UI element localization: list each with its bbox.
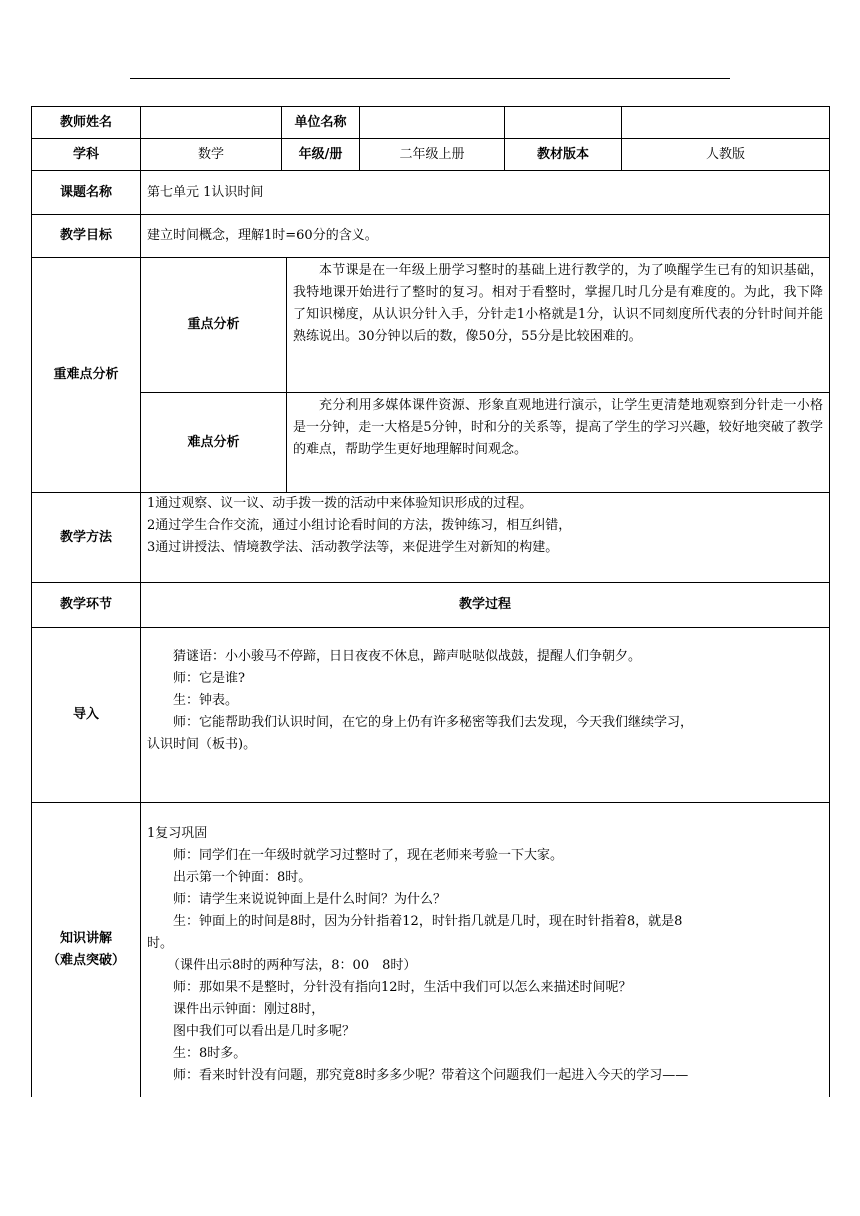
knowledge-label-line1: 知识讲解 — [59, 930, 112, 946]
empty-cell — [622, 107, 830, 139]
process-header-label: 教学过程 — [141, 583, 830, 628]
knowledge-line: 生：钟面上的时间是8时，因为分针指着12，时针指几就是几时，现在时针指着8，就是8 — [173, 914, 683, 929]
knowledge-line: 师：那如果不是整时，分针没有指向12时，生活中我们可以怎么来描述时间呢？ — [173, 980, 632, 995]
knowledge-line: 生：8时多。 — [173, 1046, 247, 1061]
grade-label: 年级/册 — [282, 139, 360, 171]
difficulty-analysis-label: 难点分析 — [141, 393, 287, 493]
subject-label: 学科 — [32, 139, 141, 171]
stage-header-label: 教学环节 — [32, 583, 141, 628]
goal-row — [32, 215, 830, 258]
knowledge-line: 师：同学们在一年级时就学习过整时了，现在老师来考验一下大家。 — [173, 848, 564, 863]
method-line: 3通过讲授法、情境教学法、活动教学法等，来促进学生对新知的构建。 — [147, 540, 559, 555]
unit-value — [360, 107, 505, 139]
knowledge-line: 课件出示钟面：刚过8时， — [173, 1002, 325, 1017]
topic-label: 课题名称 — [32, 171, 141, 215]
method-text — [141, 493, 830, 583]
difficulty-analysis-text — [287, 393, 830, 493]
unit-label: 单位名称 — [282, 107, 360, 139]
knowledge-row — [32, 803, 830, 1097]
header-rule — [130, 78, 730, 79]
key-analysis-text — [287, 258, 830, 393]
knowledge-line: （课件出示8时的两种写法，8：00 8时） — [167, 958, 417, 973]
lesson-plan-table — [31, 106, 830, 1097]
analysis-label: 重难点分析 — [32, 258, 141, 493]
method-row — [32, 493, 830, 583]
goal-value: 建立时间概念，理解1时=60分的含义。 — [141, 215, 830, 258]
edition-label: 教材版本 — [505, 139, 622, 171]
grade-value: 二年级上册 — [360, 139, 505, 171]
key-analysis-paragraph: 本节课是在一年级上册学习整时的基础上进行教学的，为了唤醒学生已有的知识基础，我特地课开始进行了整时的复习。相对于看整时，掌握几时几分是有难度的。为此，我下降了知识梯度，从认识分针入手，分针走1小格就是1分，认识不同刻度所代表的分针时间并能熟练说出。30分钟以后的数，像50分，55分是比较困难的。 — [293, 263, 824, 344]
intro-text — [141, 628, 830, 803]
knowledge-label-line2: （难点突破） — [46, 952, 125, 968]
knowledge-line: 出示第一个钟面：8时。 — [173, 870, 312, 885]
intro-row — [32, 628, 830, 803]
knowledge-line: 时。 — [147, 936, 174, 951]
topic-value: 第七单元 1认识时间 — [141, 171, 830, 215]
topic-row — [32, 171, 830, 215]
key-analysis-row — [32, 258, 830, 393]
knowledge-text — [141, 803, 830, 1097]
knowledge-line: 1复习巩固 — [147, 826, 208, 841]
intro-line: 生：钟表。 — [173, 693, 239, 708]
intro-label: 导入 — [32, 628, 141, 803]
knowledge-line: 师：看来时针没有问题，那究竟8时多多少呢？带着这个问题我们一起进入今天的学习—— — [173, 1068, 689, 1083]
teacher-value — [141, 107, 282, 139]
method-line: 2通过学生合作交流，通过小组讨论看时间的方法，拨钟练习，相互纠错， — [147, 518, 572, 533]
knowledge-line: 图中我们可以看出是几时多呢？ — [173, 1024, 356, 1039]
empty-cell — [505, 107, 622, 139]
difficulty-analysis-row — [32, 393, 830, 493]
method-label: 教学方法 — [32, 493, 141, 583]
edition-value: 人教版 — [622, 139, 830, 171]
intro-line: 师：它是谁? — [173, 671, 245, 686]
subject-row — [32, 139, 830, 171]
knowledge-label — [32, 803, 141, 1097]
knowledge-line: 师：请学生来说说钟面上是什么时间？为什么？ — [173, 892, 447, 907]
intro-line: 认识时间（板书)。 — [147, 737, 257, 752]
process-header-row — [32, 583, 830, 628]
intro-line: 猜谜语：小小骏马不停蹄，日日夜夜不休息，蹄声哒哒似战鼓，提醒人们争朝夕。 — [173, 649, 642, 664]
intro-line: 师：它能帮助我们认识时间，在它的身上仍有许多秘密等我们去发现，今天我们继续学习， — [173, 715, 694, 730]
method-line: 1通过观察、议一议、动手拨一拨的活动中来体验知识形成的过程。 — [147, 496, 533, 511]
teacher-label: 教师姓名 — [32, 107, 141, 139]
teacher-row — [32, 107, 830, 139]
goal-label: 教学目标 — [32, 215, 141, 258]
key-analysis-label: 重点分析 — [141, 258, 287, 393]
subject-value: 数学 — [141, 139, 282, 171]
difficulty-analysis-paragraph: 充分利用多媒体课件资源、形象直观地进行演示，让学生更清楚地观察到分针走一小格是一分钟，走一大格是5分钟，时和分的关系等，提高了学生的学习兴趣，较好地突破了教学的难点，帮助学生更好地理解时间观念。 — [293, 398, 824, 457]
